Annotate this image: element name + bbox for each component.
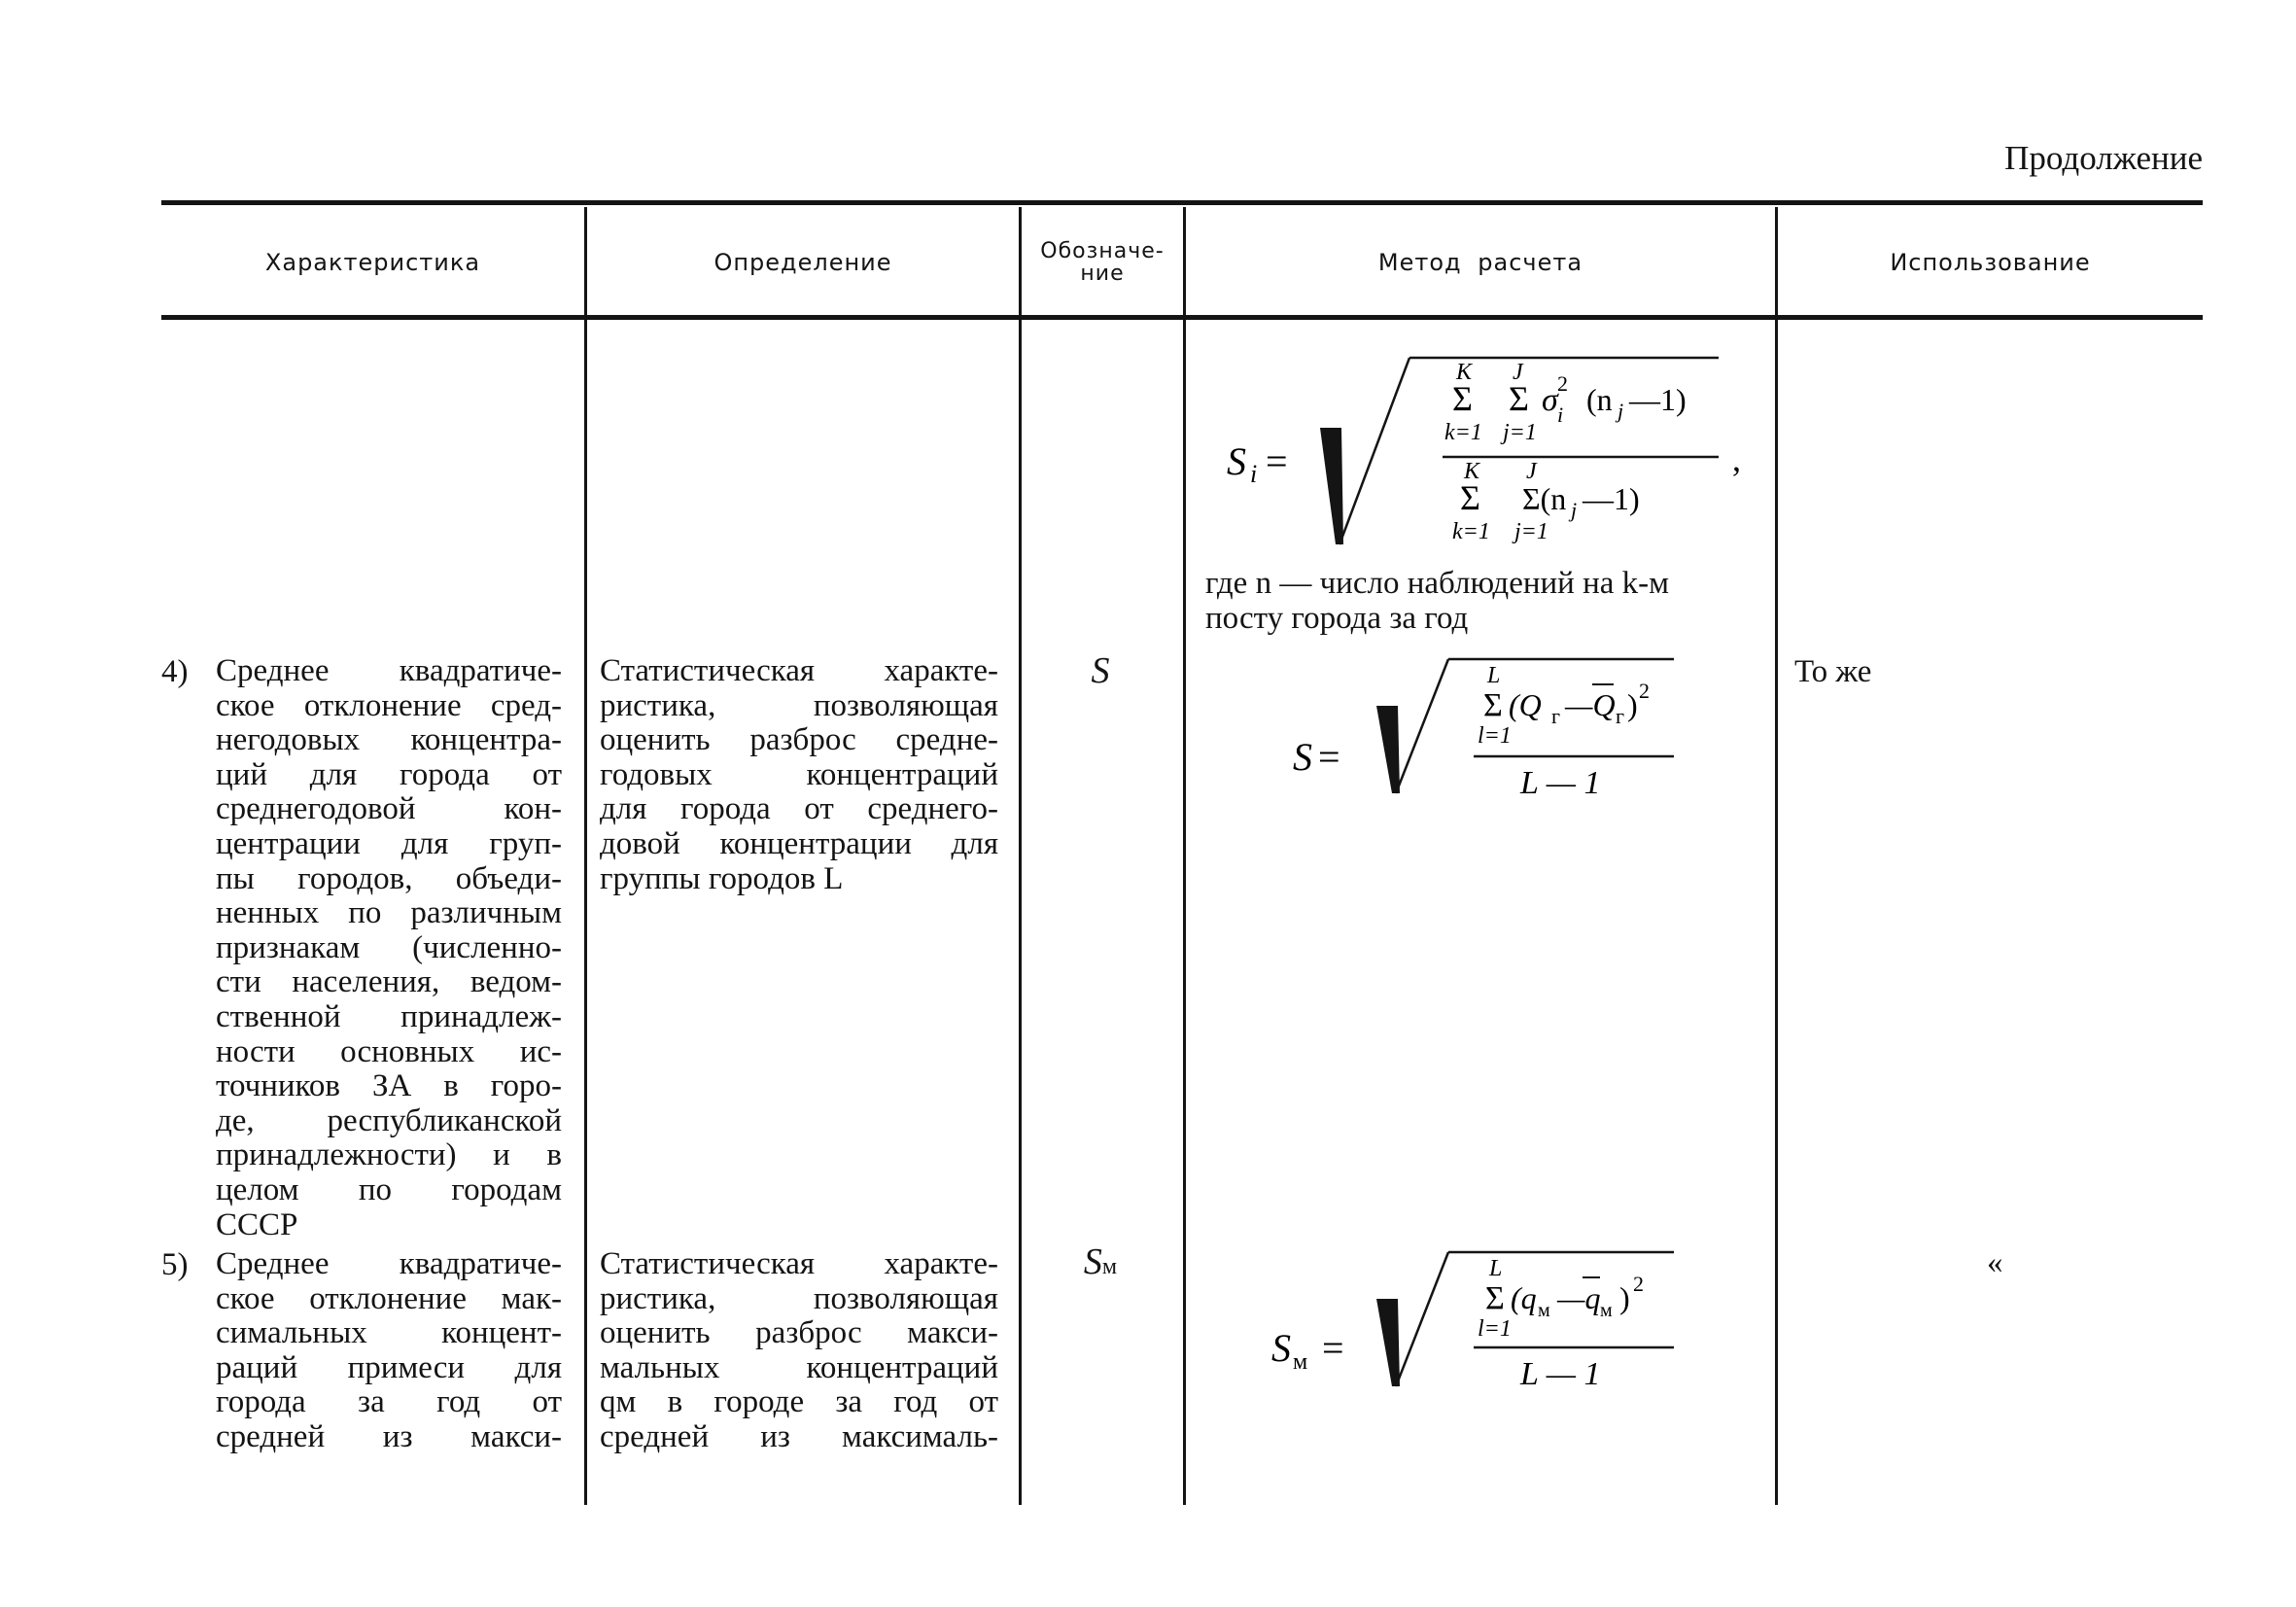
- column-divider-2: [1019, 207, 1022, 1505]
- text-line: СССР: [216, 1206, 298, 1242]
- text-line: де, республиканской: [216, 1102, 562, 1138]
- text-line: оценить разброс средне-: [600, 722, 998, 758]
- svg-text:=: =: [1322, 1326, 1344, 1370]
- formula-si-den-tail-sub: j: [1571, 498, 1578, 522]
- row-symbol: S: [1091, 650, 1110, 691]
- formula-sm-sum: Σ: [1485, 1280, 1505, 1316]
- row-symbol-sub: м: [1101, 1254, 1118, 1279]
- formula-s: [1283, 649, 1691, 805]
- text-line: группы городов L: [600, 860, 844, 896]
- row-definition: [600, 1247, 998, 1455]
- text-line: ности основных ис-: [216, 1033, 562, 1069]
- header-usage: Использование: [1890, 249, 2091, 276]
- svg-text:=: =: [1266, 439, 1288, 483]
- formula-si-den-upper-j: J: [1526, 459, 1537, 484]
- formula-si-sigma: σ: [1542, 382, 1558, 418]
- text-line: раций примеси для: [216, 1349, 562, 1385]
- text-line: принадлежности) и в: [216, 1137, 562, 1173]
- formula-si-den-tail: Σ(n: [1522, 481, 1567, 516]
- text-line: ристика, позволяющая: [600, 1280, 998, 1316]
- text-line: точников ЗА в горо-: [216, 1068, 562, 1104]
- header-designation-line2: ние: [1080, 262, 1125, 286]
- row-usage: «: [1987, 1245, 2003, 1280]
- text-line: симальных концент-: [216, 1315, 562, 1351]
- text-line: мальных концентраций: [600, 1349, 998, 1385]
- formula-si-lhs-sub: i: [1250, 460, 1258, 488]
- formula-si-den-lower-j: j=1: [1514, 519, 1548, 544]
- note-block: [1205, 566, 1669, 636]
- column-divider-4: [1775, 207, 1778, 1505]
- formula-si-den-sum: Σ: [1460, 478, 1480, 517]
- text-line: средней из максималь-: [600, 1418, 998, 1454]
- header-definition: Определение: [713, 249, 892, 276]
- text-line: для города от среднего-: [600, 791, 998, 827]
- row-usage: То же: [1794, 654, 1872, 689]
- text-line: пы городов, объеди-: [216, 860, 562, 896]
- formula-si: [1205, 350, 1769, 564]
- text-line: ристика, позволяющая: [600, 687, 998, 723]
- row-number: 5): [161, 1247, 189, 1282]
- formula-sm-num-end: ): [1619, 1280, 1630, 1315]
- text-line: сти населения, ведом-: [216, 964, 562, 1000]
- text-line: центрации для груп-: [216, 825, 562, 861]
- row-symbol: [1023, 1240, 1178, 1283]
- column-divider-1: [584, 207, 587, 1505]
- header-method: Метод расчета: [1377, 249, 1583, 276]
- formula-sm-num-sub: м: [1538, 1300, 1550, 1321]
- formula-sm-num-mid: —q: [1557, 1280, 1601, 1315]
- header-characteristic: Характеристика: [264, 249, 481, 276]
- formula-sm-power: 2: [1633, 1272, 1644, 1296]
- text-line: ственной принадлеж-: [216, 998, 562, 1034]
- text-line: Среднее квадратиче-: [216, 1246, 562, 1281]
- text-line: ское отклонение мак-: [216, 1280, 562, 1316]
- table-top-rule: [161, 200, 2203, 205]
- formula-sm-num: (q: [1511, 1280, 1537, 1315]
- text-line: целом по городам: [216, 1171, 562, 1207]
- formula-si-comma: ,: [1732, 439, 1741, 478]
- text-line: qм в городе за год от: [600, 1384, 998, 1420]
- text-line: Среднее квадратиче-: [216, 653, 562, 688]
- text-line: ций для города от: [216, 756, 562, 792]
- header-designation: [1022, 209, 1183, 316]
- formula-si-num-tail: (n: [1586, 382, 1613, 417]
- formula-si-lower-k: k=1: [1444, 420, 1482, 445]
- text-line: оценить разброс макси-: [600, 1315, 998, 1351]
- formula-si-sigma-sub: i: [1557, 402, 1564, 427]
- formula-sm: [1264, 1246, 1691, 1402]
- formula-si-sigma-sup: 2: [1557, 371, 1568, 396]
- row-symbol-main: S: [1083, 1241, 1102, 1282]
- formula-s-sum: Σ: [1483, 687, 1503, 723]
- formula-si-lower-j: j=1: [1503, 420, 1537, 445]
- text-line: довой концентрации для: [600, 825, 998, 861]
- formula-s-den: L — 1: [1520, 765, 1601, 801]
- row-number: 4): [161, 654, 189, 689]
- row-definition: [600, 654, 998, 896]
- formula-si-den-lower-k: k=1: [1452, 519, 1490, 544]
- text-line: ское отклонение сред-: [216, 687, 562, 723]
- formula-si-upper-j: J: [1513, 360, 1523, 385]
- formula-si-num-tail-sub: j: [1618, 399, 1624, 423]
- formula-si-den-tail-end: —1): [1583, 481, 1640, 516]
- formula-sm-num-mid-sub: м: [1600, 1300, 1613, 1321]
- text-line: города за год от: [216, 1384, 562, 1420]
- formula-sm-lhs-sub: м: [1293, 1349, 1308, 1375]
- formula-s-power: 2: [1639, 679, 1650, 703]
- svg-text:=: =: [1318, 735, 1340, 779]
- formula-s-lower: l=1: [1478, 723, 1512, 749]
- formula-si-sum1: Σ: [1452, 379, 1473, 418]
- formula-sm-lhs: S: [1271, 1326, 1291, 1370]
- formula-s-num-mid: —Q: [1565, 687, 1616, 722]
- formula-si-upper-k: K: [1456, 360, 1473, 385]
- text-line: Статистическая характе-: [600, 653, 998, 688]
- formula-si-lhs: S: [1227, 439, 1246, 483]
- text-line: Статистическая характе-: [600, 1246, 998, 1281]
- text-line: негодовых концентра-: [216, 722, 562, 758]
- text-line: ненных по различным: [216, 895, 562, 931]
- formula-s-num-sub: г: [1551, 704, 1561, 728]
- text-line: годовых концентраций: [600, 756, 998, 792]
- formula-si-den-upper-k: K: [1464, 459, 1480, 484]
- formula-s-num: (Q: [1509, 687, 1542, 722]
- header-designation-line1: Обозначе-: [1040, 239, 1165, 263]
- row-characteristic: [216, 1247, 562, 1455]
- formula-si-num-tail-end: —1): [1629, 382, 1687, 417]
- continuation-label: Продолжение: [2004, 139, 2203, 177]
- column-divider-3: [1183, 207, 1186, 1505]
- formula-sm-den: L — 1: [1520, 1356, 1601, 1392]
- formula-si-sum2: Σ: [1509, 379, 1529, 418]
- formula-sm-upper: L: [1489, 1256, 1503, 1281]
- formula-sm-lower: l=1: [1478, 1316, 1512, 1342]
- note-line: где n — число наблюдений на k-м: [1205, 566, 1670, 601]
- formula-s-upper: L: [1487, 663, 1501, 688]
- formula-s-num-end: ): [1627, 687, 1638, 722]
- row-characteristic: [216, 654, 562, 1242]
- text-line: признакам (численно-: [216, 929, 562, 965]
- text-line: средней из макси-: [216, 1418, 562, 1454]
- note-line: посту города за год: [1205, 601, 1469, 636]
- text-line: среднегодовой кон-: [216, 791, 562, 827]
- formula-s-lhs: S: [1293, 735, 1312, 779]
- formula-s-num-mid-sub: г: [1616, 704, 1625, 728]
